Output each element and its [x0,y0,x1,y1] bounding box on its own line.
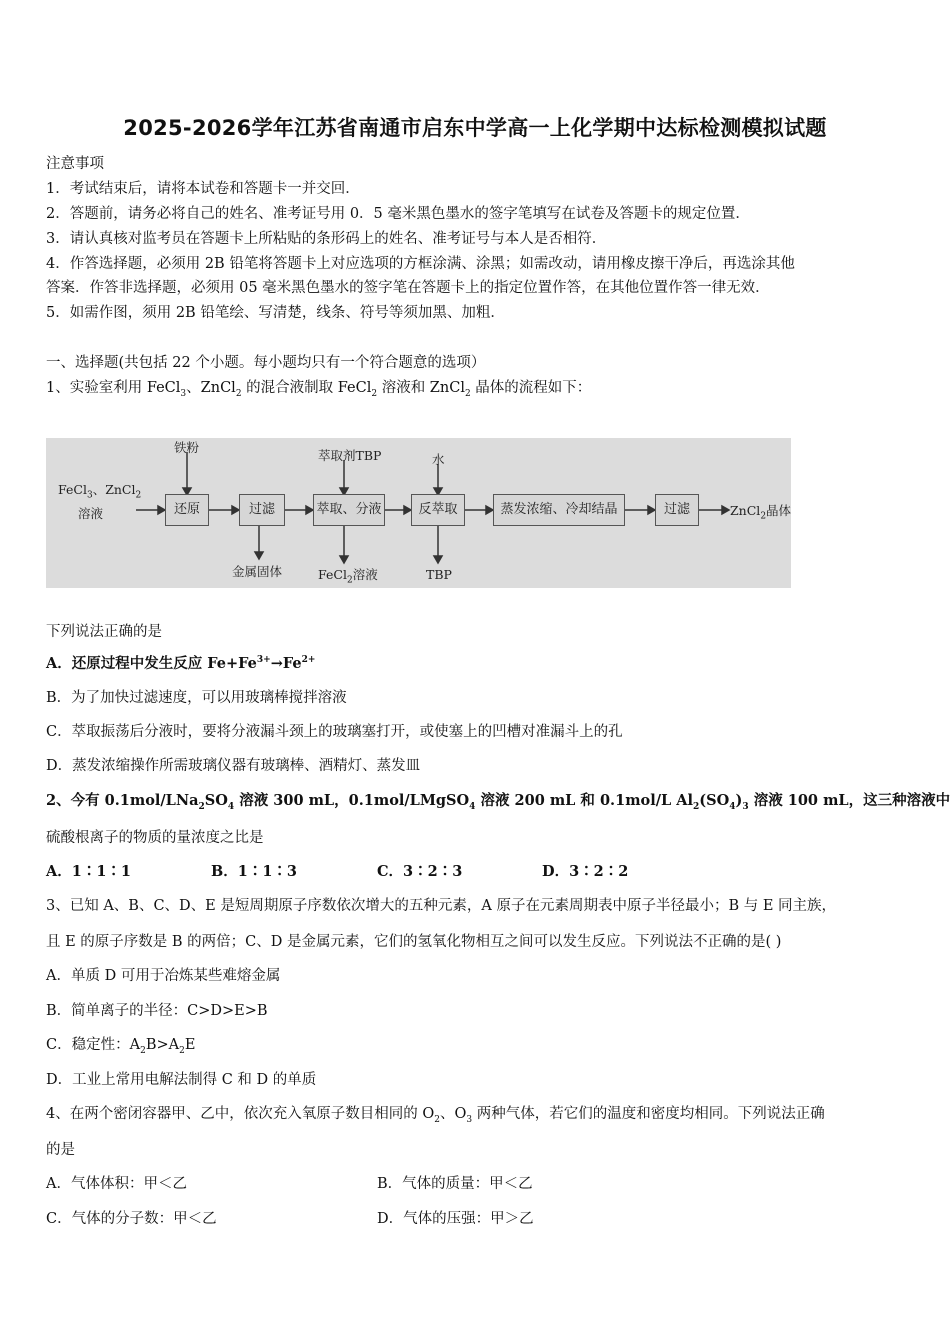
question-4-stem-line2: 的是 [46,1142,75,1158]
notice-heading: 注意事项 [46,156,104,172]
step-evaporate: 蒸发浓缩、冷却结晶 [493,494,625,526]
q2-option-a: A．1∶1∶1 [46,863,132,880]
q1-option-d: D．蒸发浓缩操作所需玻璃仪器有玻璃棒、酒精灯、蒸发皿 [46,758,421,774]
q3-option-d: D．工业上常用电解法制得 C 和 D 的单质 [46,1072,317,1088]
step-extract: 萃取、分液 [313,494,385,526]
step-filter-2: 过滤 [655,494,699,526]
product-zncl2: ZnCl$_2$晶体 [730,503,791,522]
input-solution: FeCl$_3$、ZnCl$_2$ [58,482,142,501]
step-filter-1: 过滤 [239,494,285,526]
reagent-tbp: 萃取剂TBP [318,448,382,463]
q1-option-b: B．为了加快过滤速度，可以用玻璃棒搅拌溶液 [46,690,347,706]
question-1-prompt: 下列说法正确的是 [46,624,162,640]
notice-item: 5．如需作图，须用 2B 铅笔绘、写清楚，线条、符号等须加黑、加粗． [46,305,505,321]
process-flow-diagram [46,438,791,588]
step-reduce: 还原 [165,494,209,526]
section-heading: 一、选择题(共包括 22 个小题。每小题均只有一个符合题意的选项） [46,355,486,371]
question-4-stem: 4、在两个密闭容器甲、乙中，依次充入氧原子数目相同的 $O_2$、$O_3$ 两种气体，若它们的温度和密度均相同。下列说法正确 [46,1106,825,1125]
output-metal: 金属固体 [232,564,283,579]
notice-item: 1．考试结束后，请将本试卷和答题卡一并交回． [46,181,360,197]
q1-option-c: C．萃取振荡后分液时，要将分液漏斗颈上的玻璃塞打开，或使塞上的凹槽对准漏斗上的孔 [46,724,623,740]
input-solution-label: 溶液 [78,506,104,521]
notice-item: 2．答题前，请务必将自己的姓名、准考证号用 0．5 毫米黑色墨水的签字笔填写在试卷及答题卡的规定位置． [46,206,750,222]
question-2-stem: 2、今有 $0.1mol/LNa_2SO_4$ 溶液 300 mL，0.1mol/LMgSO$_4$ 溶液 200 mL 和 0.1mol/L $Al_2(SO_4)_3$ 溶液 100 mL，这三种溶液中 [46,792,950,812]
output-fecl2: FeCl$_2$溶液 [318,567,378,586]
q2-option-d: D．3∶2∶2 [542,863,629,880]
page-title: 2025-2026学年江苏省南通市启东中学高一上化学期中达标检测模拟试题 [123,116,827,140]
question-2-stem-line2: 硫酸根离子的物质的量浓度之比是 [46,830,264,846]
question-1-stem: 1、实验室利用 FeCl$_3$、ZnCl$_2$ 的混合液制取 FeCl$_2$ 溶液和 ZnCl$_2$ 晶体的流程如下： [46,380,592,399]
notice-item: 3．请认真核对监考员在答题卡上所粘贴的条形码上的姓名、准考证号与本人是否相符． [46,231,607,247]
question-3-stem-line2: 且 E 的原子序数是 B 的两倍；C、D 是金属元素，它们的氢氧化物相互之间可以发生反应。下列说法不正确的是( ) [46,934,782,950]
question-3-stem: 3、已知 A、B、C、D、E 是短周期原子序数依次增大的五种元素，A 原子在元素周期表中原子半径最小；B 与 E 同主族， [46,898,837,914]
q2-option-b: B．1∶1∶3 [211,863,298,880]
step-back-extract: 反萃取 [411,494,465,526]
output-tbp: TBP [426,567,452,582]
q3-option-b: B．简单离子的半径：C>D>E>B [46,1003,268,1019]
q4-option-c: C．气体的分子数：甲＜乙 [46,1211,217,1227]
q4-option-a: A．气体体积：甲＜乙 [46,1176,187,1192]
q2-option-c: C．3∶2∶3 [377,863,463,880]
notice-item: 答案．作答非选择题，必须用 05 毫米黑色墨水的签字笔在答题卡上的指定位置作答，在其他位置作答一律无效． [46,280,770,296]
notice-item: 4．作答选择题，必须用 2B 铅笔将答题卡上对应选项的方框涂满、涂黑；如需改动，请用橡皮擦干净后，再选涂其他 [46,256,795,272]
q4-option-d: D．气体的压强：甲＞乙 [377,1211,534,1227]
q1-option-a: A．还原过程中发生反应 $Fe+Fe^{3+}\to Fe^{2+}$ [46,655,316,672]
reagent-iron: 铁粉 [174,440,200,455]
q4-option-b: B．气体的质量：甲＜乙 [377,1176,533,1192]
reagent-water: 水 [432,452,445,467]
q3-option-c: C．稳定性：$A_2B>A_2E$ [46,1037,196,1056]
q3-option-a: A．单质 D 可用于冶炼某些难熔金属 [46,968,281,984]
